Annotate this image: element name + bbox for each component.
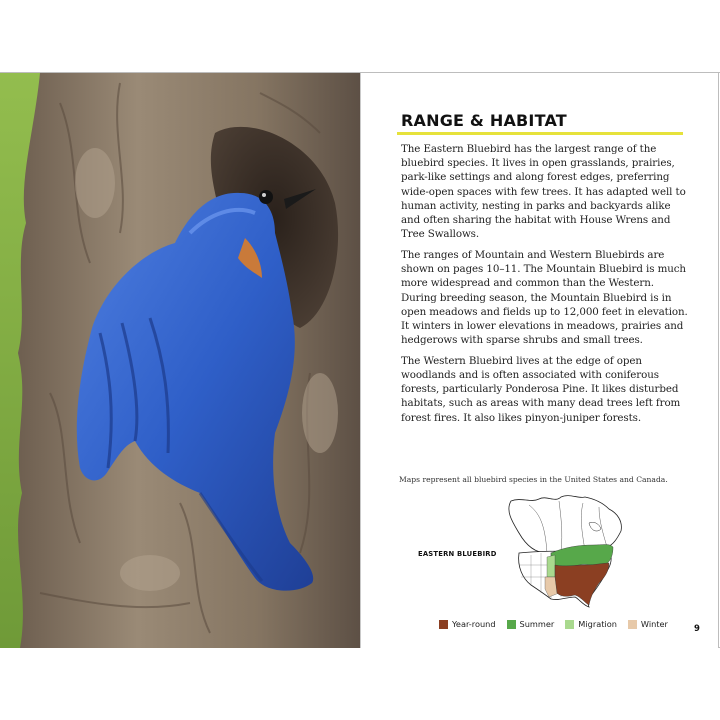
paragraph: The Eastern Bluebird has the largest range of the bluebird species. It lives in open grasslands, prairies, park-like settings and along forest edges, preferring wide-open spaces with few trees. It has adapted well to human activity, nesting in parks and backyards alike and often sharing the habitat with House Wrens and Tree Swallows. xyxy=(401,143,686,241)
legend-item-year-round xyxy=(439,619,496,629)
range-map xyxy=(499,493,629,611)
winter-swatch xyxy=(628,620,637,629)
page-title: RANGE & HABITAT xyxy=(401,111,567,130)
legend-label: Summer xyxy=(519,619,555,629)
maps-note: Maps represent all bluebird species in the United States and Canada. xyxy=(399,475,668,484)
legend-item-winter xyxy=(628,619,668,629)
legend-item-summer xyxy=(507,619,555,629)
body-text xyxy=(401,142,689,431)
migration-swatch xyxy=(565,620,574,629)
photo-page xyxy=(0,73,360,648)
migration-range xyxy=(547,555,555,577)
book-spread xyxy=(0,72,720,648)
paragraph: The ranges of Mountain and Western Bluebirds are shown on pages 10–11. The Mountain Bluebird is much more widespread and common than the Western. During breeding season, the Mountain Bluebird is in open meadows and fields up to 12,000 feet in elevation. It winters in lower elevations in meadows, prairies and hedgerows with sparse shrubs and small trees. xyxy=(401,248,688,347)
paragraph: The Western Bluebird lives at the edge of open woodlands and is often associated with coniferous forests, particularly Ponderosa Pine. It likes disturbed habitats, such as areas with many dead trees left from forest fires. It also likes pinyon-juniper forests. xyxy=(401,354,681,424)
title-underline xyxy=(397,132,683,135)
text-page xyxy=(360,73,719,648)
species-label: EASTERN BLUEBIRD xyxy=(418,550,497,558)
year-round-swatch xyxy=(439,620,448,629)
map-legend xyxy=(439,619,679,629)
legend-label: Winter xyxy=(640,619,668,629)
legend-label: Year-round xyxy=(452,619,496,629)
summer-swatch xyxy=(507,620,516,629)
eastern-bluebird-photo xyxy=(0,73,360,648)
legend-label: Migration xyxy=(578,619,617,629)
page-number: 9 xyxy=(694,624,700,634)
legend-item-migration xyxy=(565,619,617,629)
